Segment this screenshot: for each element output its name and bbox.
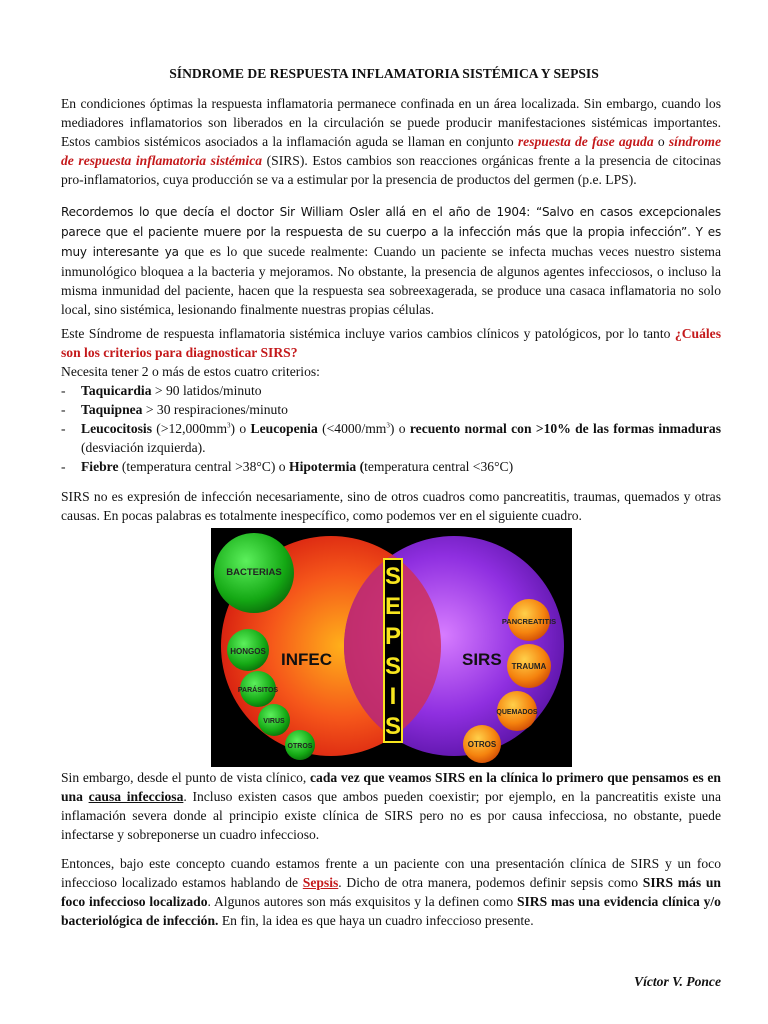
intro-text-b: o [653, 134, 669, 149]
circle-label-quemados: QUEMADOS [496, 709, 538, 716]
criteria-value: (<4000/mm [317, 421, 387, 436]
superscript: 3 [386, 421, 390, 430]
sepsis-letter: S [384, 653, 402, 680]
criteria-value: (desviación izquierda). [81, 440, 206, 455]
sepsis-letter: E [384, 593, 402, 620]
paragraph-definition [61, 854, 721, 930]
highlight-sirs-term: síndrome de respuesta inflamatoria sistémica [61, 134, 722, 168]
circle-label-virus: VIRUS [263, 718, 285, 725]
circle-label-bacterias: BACTERIAS [226, 567, 282, 578]
circle-label-otros-sirs: OTROS [467, 740, 497, 749]
criteria-item [61, 381, 721, 400]
criteria-value: ) o [389, 421, 410, 436]
highlight-fase-aguda: respuesta de fase aguda [517, 134, 654, 149]
sepsis-link[interactable]: Sepsis [302, 875, 339, 890]
circle-label-trauma: TRAUMA [511, 662, 547, 671]
infec-label: INFEC [281, 650, 332, 669]
criteria-value: (temperatura central >38°C) o [118, 459, 289, 474]
criteria-section [61, 324, 721, 476]
paragraph-nonspecific: SIRS no es expresión de infección necesariamente, sino de otros cuadros como pancreatitis, traumas, quemados y otras causas. En pocas palabras es totalmente inespecífico, como podemos ver en el siguiente cuadro. [61, 489, 721, 523]
criteria-intro-text: Este Síndrome de respuesta inflamatoria sistémica incluye varios cambios clínicos y patológicos, por lo tanto [61, 326, 675, 341]
osler-quote: Recordemos lo que decía el doctor Sir William Osler allá en el año de 1904: “Salvo en casos excepcionales parece que el paciente muere por la respuesta de su cuerpo a la infección más que la propia infección”. Y es muy interesante ya [61, 205, 721, 259]
clinical-text-d: . Incluso existen casos que ambos pueden coexistir; por ejemplo, en la pancreatitis existe una inflamación severa donde al principio existe clínica de SIRS pero no es por causa infecciosa, no obstante, puede infectarse y sobreponerse un cuadro infeccioso. [61, 789, 721, 842]
definition-text-e: SIRS mas una evidencia clínica y/o bacteriológica de infección. [61, 894, 721, 928]
author-signature: Víctor V. Ponce [634, 974, 721, 989]
criteria-need: Necesita tener 2 o más de estos cuatro criterios: [61, 364, 320, 379]
criteria-term: Leucocitosis [81, 421, 152, 436]
criteria-item [61, 419, 721, 457]
criteria-term: recuento normal con >10% de las formas inmaduras [409, 421, 722, 436]
criteria-list [61, 381, 721, 476]
circle-label-hongos: HONGOS [230, 647, 266, 656]
circle-label-pancreatitis: PANCREATITIS [501, 617, 557, 626]
criteria-intro [61, 324, 721, 362]
definition-text-a: Entonces, bajo este concepto cuando estamos frente a un paciente con una presentación clínica de SIRS y un foco infeccioso localizado estamos hablando de [61, 856, 721, 890]
intro-text-a: En condiciones óptimas la respuesta inflamatoria permanece confinada en un área localizada. Sin embargo, cuando los mediadores inflamatorios son liberados en la circulación se puede producir manifestaciones sistémicas importantes. Estos cambios sistémicos asociados a la inflamación aguda se llaman en conjunto [61, 96, 721, 149]
paragraph-osler [61, 202, 721, 319]
intro-text-c: (SIRS). Estos cambios son reacciones orgánicas frente a la presencia de citocinas pro-inflamatorios, cuya producción se va a estimular por la presencia de productos del germen (p.e. LPS). [61, 153, 721, 187]
clinical-text-a: Sin embargo, desde el punto de vista clínico, [61, 770, 310, 785]
sepsis-letter: S [384, 713, 402, 740]
criteria-value: temperatura central <36°C) [364, 459, 514, 474]
criteria-item [61, 400, 721, 419]
osler-rest: que es lo que sucede realmente: Cuando un paciente se infecta muchas veces nuestro sistema inmunológico bloquea a la bacteria y mejoramos. No obstante, la presencia de algunos agentes infecciosos, o incluso la misma inmunidad del paciente, hacen que la respuesta sea sobreexagerada, se produce una casaca inflamatoria no solo local, sino sistémica, lesionando finalmente nuestras propias células. [61, 244, 721, 317]
superscript: 3 [227, 421, 231, 430]
criteria-term: Taquipnea [81, 402, 143, 417]
criteria-item [61, 457, 721, 476]
sepsis-letter: S [384, 563, 402, 590]
definition-text-b: . Dicho de otra manera, podemos definir sepsis como [338, 875, 643, 890]
definition-text-d: . Algunos autores son más exquisitos y la definen como [207, 894, 517, 909]
criteria-term: Hipotermia ( [289, 459, 365, 474]
definition-text-f: En fin, la idea es que haya un cuadro infeccioso presente. [218, 913, 534, 928]
criteria-value: (>12,000mm [151, 421, 228, 436]
sepsis-letter: P [384, 623, 402, 650]
criteria-term: Fiebre [81, 459, 119, 474]
clinical-text-b: cada vez que veamos SIRS en la clínica lo primero que pensamos es en una [61, 770, 721, 804]
sepsis-venn-diagram [211, 528, 572, 767]
criteria-term: Taquicardia [81, 383, 152, 398]
circle-label-parasitos: PARÁSITOS [237, 687, 279, 694]
definition-text-c: SIRS más un foco infeccioso localizado [61, 875, 721, 909]
causa-infecciosa: causa infecciosa [88, 789, 184, 804]
circle-label-otros: OTROS [287, 743, 313, 750]
document-title: SÍNDROME DE RESPUESTA INFLAMATORIA SISTÉMICA Y SEPSIS [169, 66, 599, 81]
criteria-value: ) o [230, 421, 251, 436]
sirs-label: SIRS [462, 650, 502, 669]
criteria-value: > 30 respiraciones/minuto [142, 402, 288, 417]
criteria-question: ¿Cuáles son los criterios para diagnosticar SIRS? [61, 326, 721, 360]
criteria-value: > 90 latidos/minuto [151, 383, 262, 398]
sepsis-letter: I [389, 683, 397, 710]
paragraph-intro [61, 94, 721, 189]
venn-svg [211, 528, 572, 767]
criteria-term: Leucopenia [250, 421, 318, 436]
paragraph-clinical [61, 768, 721, 844]
